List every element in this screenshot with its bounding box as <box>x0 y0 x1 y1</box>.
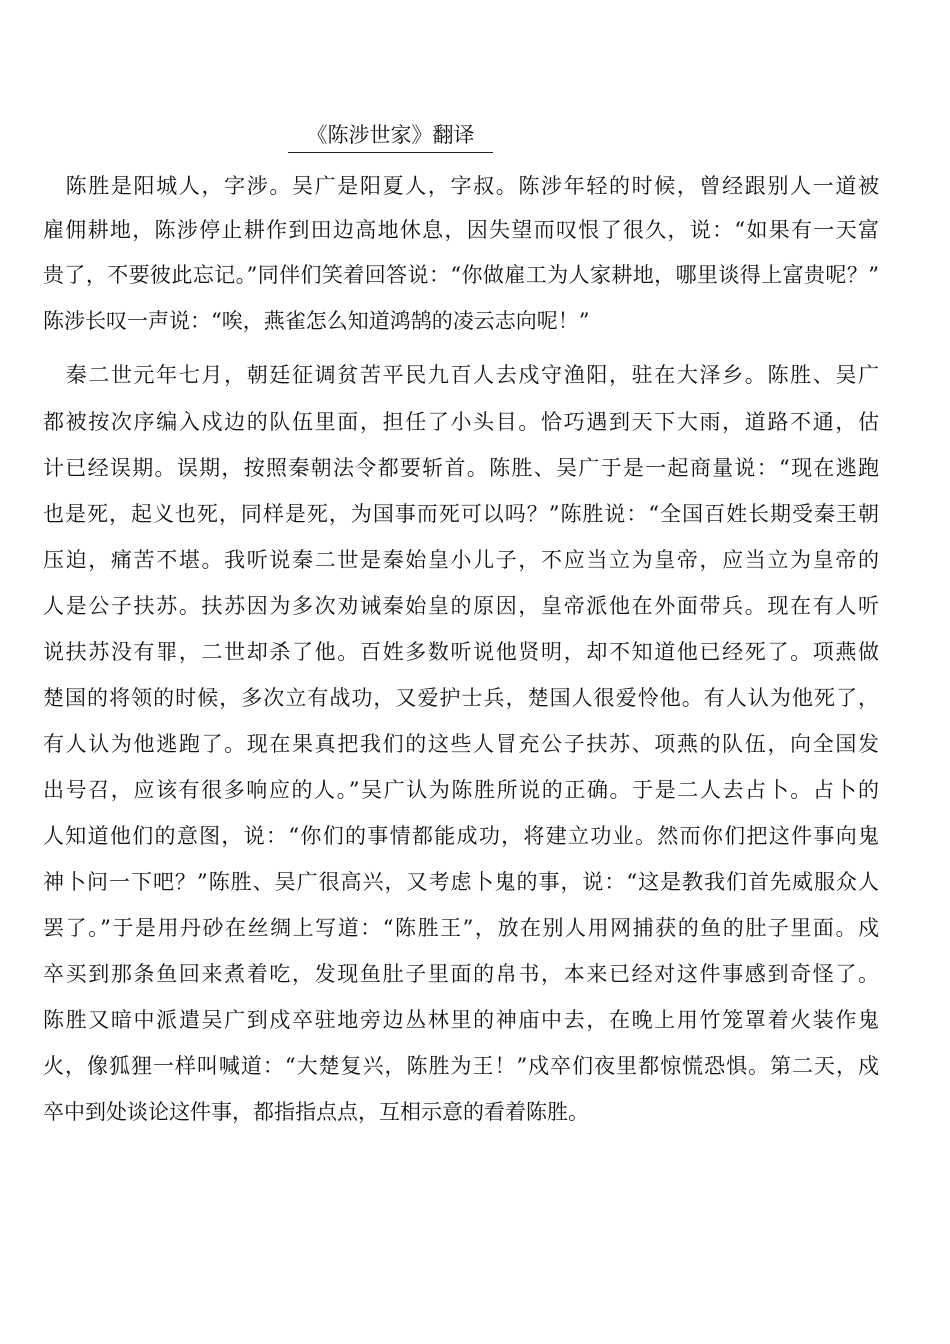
text-line: 陈胜是阳城人，字涉。吴广是阳夏人，字叔。陈涉年轻的时候，曾经跟别人一道被 <box>43 174 879 198</box>
text-line: 也是死，起义也死，同样是死，为国事而死可以吗？”陈胜说：“全国百姓长期受秦王朝 <box>43 502 879 526</box>
text-line: 计已经误期。误期，按照秦朝法令都要斩首。陈胜、吴广于是一起商量说：“现在逃跑 <box>43 456 879 480</box>
title-underline <box>288 152 493 153</box>
text-line: 说扶苏没有罪，二世却杀了他。百姓多数听说他贤明，却不知道他已经死了。项燕做 <box>43 640 879 664</box>
text-line: 卒中到处谈论这件事，都指指点点，互相示意的看着陈胜。 <box>43 1100 589 1124</box>
text-line: 秦二世元年七月，朝廷征调贫苦平民九百人去戍守渔阳，驻在大泽乡。陈胜、吴广 <box>43 363 879 387</box>
text-line: 人是公子扶苏。扶苏因为多次劝诫秦始皇的原因，皇帝派他在外面带兵。现在有人听 <box>43 594 879 618</box>
text-line: 陈胜又暗中派遣吴广到戍卒驻地旁边丛林里的神庙中去，在晚上用竹笼罩着火装作鬼 <box>43 1008 879 1032</box>
text-line: 贵了，不要彼此忘记。”同伴们笑着回答说：“你做雇工为人家耕地，哪里谈得上富贵呢？” <box>43 263 879 287</box>
text-line: 陈涉长叹一声说：“唉，燕雀怎么知道鸿鹄的凌云志向呢！” <box>43 309 590 333</box>
text-line: 都被按次序编入戍边的队伍里面，担任了小头目。恰巧遇到天下大雨，道路不通，估 <box>43 410 879 434</box>
text-line: 罢了。”于是用丹砂在丝绸上写道：“陈胜王”，放在别人用网捕获的鱼的肚子里面。戍 <box>43 916 879 940</box>
text-line: 有人认为他逃跑了。现在果真把我们的这些人冒充公子扶苏、项燕的队伍，向全国发 <box>43 732 879 756</box>
text-line: 人知道他们的意图，说：“你们的事情都能成功，将建立功业。然而你们把这件事向鬼 <box>43 824 879 848</box>
text-line: 出号召，应该有很多响应的人。”吴广认为陈胜所说的正确。于是二人去占卜。占卜的 <box>43 778 879 802</box>
text-line: 火，像狐狸一样叫喊道：“大楚复兴，陈胜为王！”戍卒们夜里都惊慌恐惧。第二天，戍 <box>43 1054 879 1078</box>
text-line: 雇佣耕地，陈涉停止耕作到田边高地休息，因失望而叹恨了很久，说：“如果有一天富 <box>43 218 879 242</box>
text-line: 神卜问一下吧？”陈胜、吴广很高兴，又考虑卜鬼的事，说：“这是教我们首先威服众人 <box>43 870 879 894</box>
text-line: 卒买到那条鱼回来煮着吃，发现鱼肚子里面的帛书，本来已经对这件事感到奇怪了。 <box>43 962 879 986</box>
document-title: 《陈涉世家》翻译 <box>306 123 475 147</box>
text-line: 压迫，痛苦不堪。我听说秦二世是秦始皇小儿子，不应当立为皇帝，应当立为皇帝的 <box>43 548 879 572</box>
text-line: 楚国的将领的时候，多次立有战功，又爱护士兵，楚国人很爱怜他。有人认为他死了， <box>43 686 879 710</box>
